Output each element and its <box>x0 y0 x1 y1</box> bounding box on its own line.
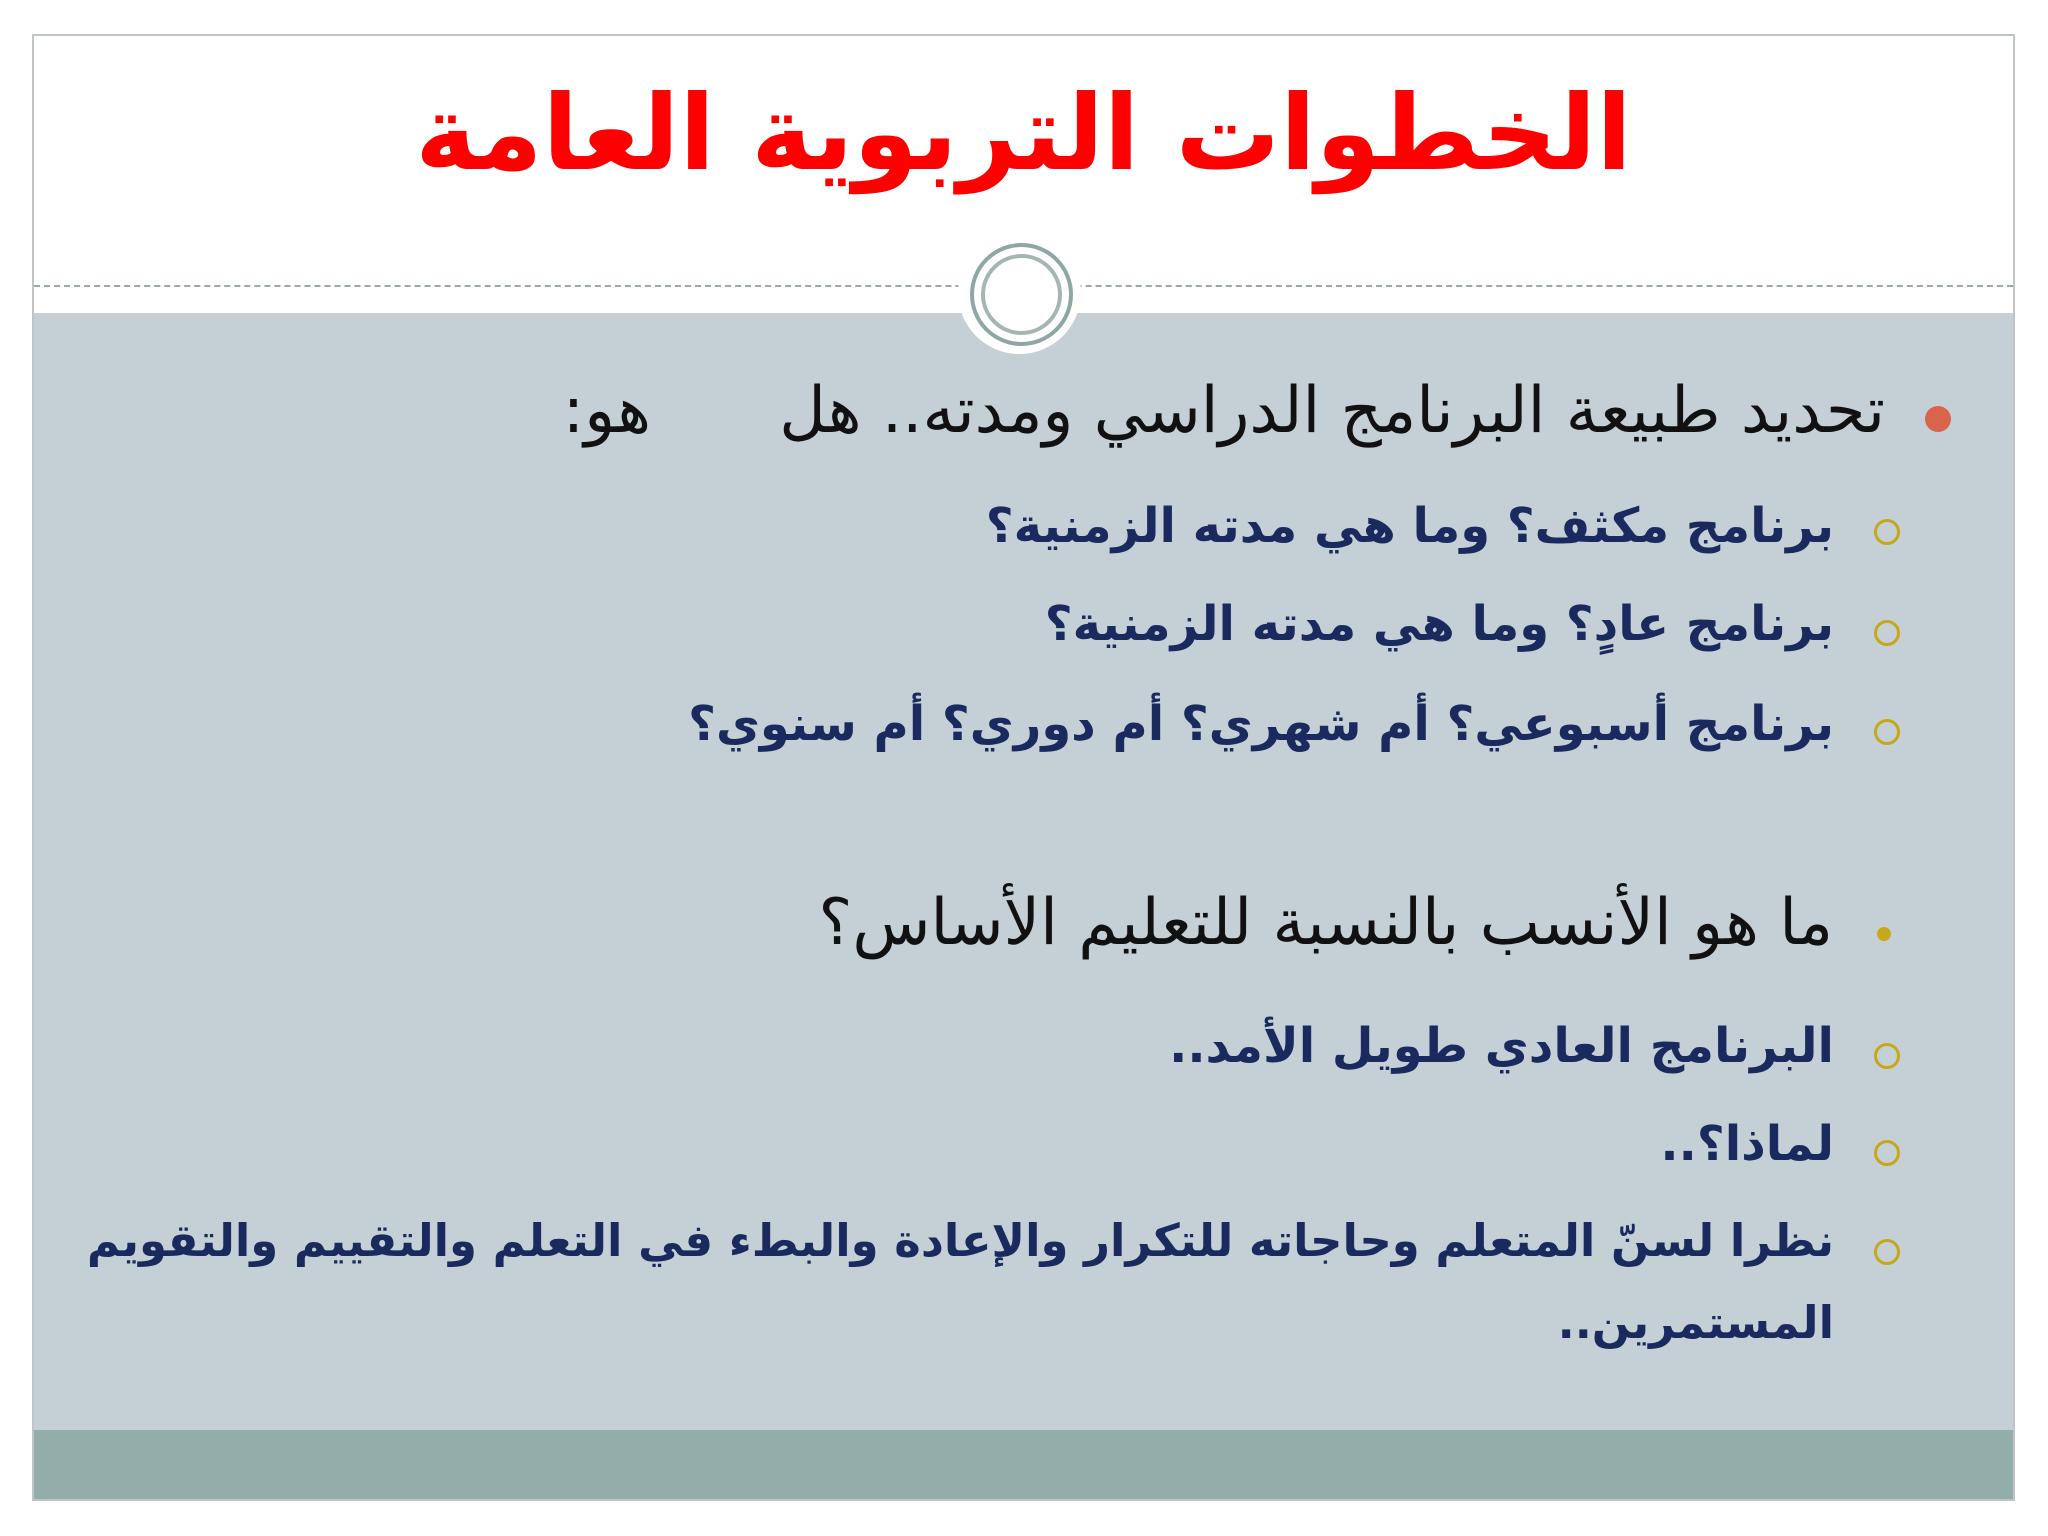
section-1-heading: تحديد طبيعة البرنامج الدراسي ومدته.. هل <box>779 374 1885 448</box>
circle-ornament-icon <box>958 231 1081 354</box>
list-item: نظرا لسنّ المتعلم وحاجاته للتكرار والإعادة والبطء في التعلم والتقييم والتقويم <box>86 1214 1834 1267</box>
list-item: برنامج عادٍ؟ وما هي مدته الزمنية؟ <box>1044 596 1834 652</box>
bullet-ring-icon <box>1874 719 1900 745</box>
footer-band <box>34 1430 2013 1501</box>
section-2-heading: ما هو الأنسب بالنسبة للتعليم الأساس؟ <box>818 886 1833 960</box>
bullet-dot-icon <box>1925 406 1951 432</box>
section-1-heading-continuation: هو: <box>562 374 651 448</box>
bullet-ring-icon <box>1874 1140 1900 1166</box>
bullet-dot-icon <box>1877 927 1891 941</box>
list-item: البرنامج العادي طويل الأمد.. <box>1169 1018 1834 1074</box>
slide <box>32 34 2015 1501</box>
bullet-ring-icon <box>1874 1043 1900 1069</box>
slide-title: الخطوات التربوية العامة <box>415 72 1632 194</box>
bullet-ring-icon <box>1874 519 1900 545</box>
list-item: برنامج أسبوعي؟ أم شهري؟ أم دوري؟ أم سنوي؟ <box>688 696 1834 752</box>
list-item: برنامج مكثف؟ وما هي مدته الزمنية؟ <box>985 498 1834 554</box>
bullet-ring-icon <box>1874 1239 1900 1265</box>
list-item: لماذا؟.. <box>1660 1116 1834 1172</box>
list-item-continuation: المستمرين.. <box>1557 1296 1834 1349</box>
bullet-ring-icon <box>1874 620 1900 646</box>
